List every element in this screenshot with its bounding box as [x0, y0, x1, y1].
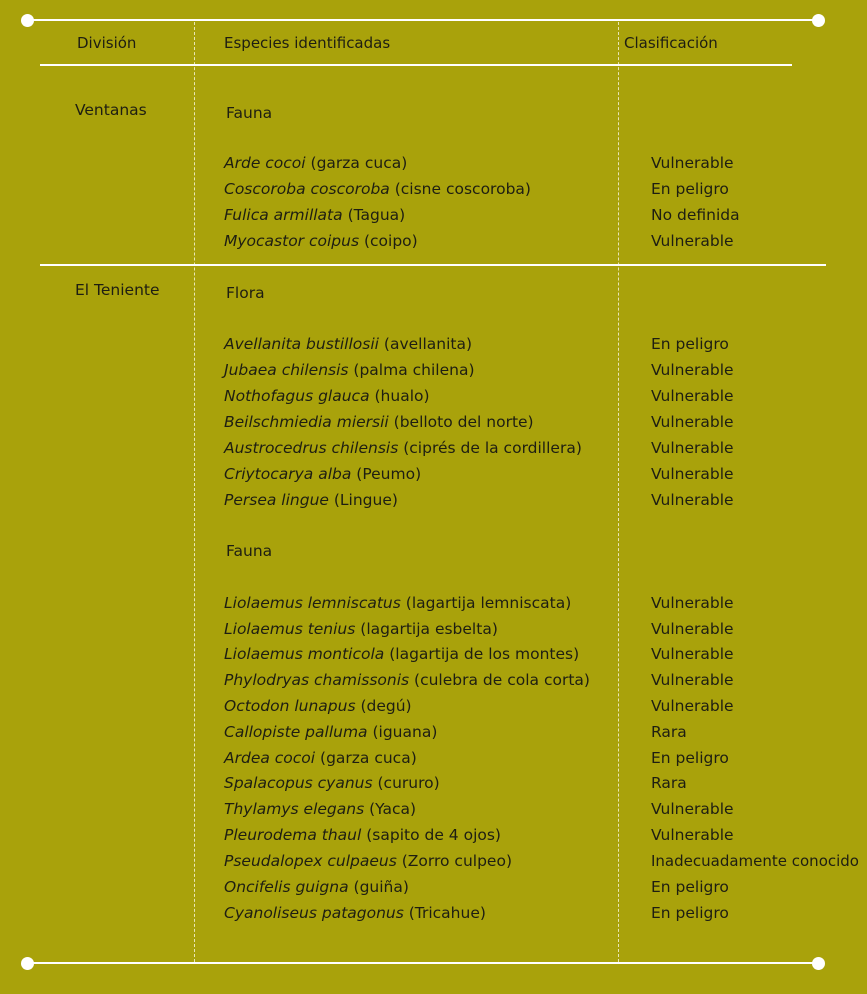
species-common-name: (iguana) [367, 723, 438, 741]
species-cell [224, 439, 582, 457]
species-common-name: (palma chilena) [348, 361, 475, 379]
species-cell [224, 697, 412, 715]
species-cell [224, 206, 405, 224]
species-common-name: (culebra de cola corta) [409, 671, 590, 689]
species-scientific-name: Beilschmiedia miersii [224, 413, 389, 431]
species-cell [224, 335, 472, 353]
species-cell [224, 749, 417, 767]
species-common-name: (Lingue) [328, 491, 398, 509]
species-scientific-name: Liolaemus lemniscatus [224, 594, 401, 612]
species-cell [224, 878, 409, 896]
column-divider-1 [194, 22, 195, 962]
species-cell [224, 180, 531, 198]
species-common-name: (Zorro culpeo) [396, 852, 512, 870]
classification-cell: En peligro [651, 749, 729, 767]
bottom-border-line [27, 962, 819, 964]
column-divider-2 [618, 22, 619, 962]
species-cell [224, 154, 407, 172]
species-scientific-name: Thylamys elegans [224, 800, 365, 818]
species-scientific-name: Cyanoliseus patagonus [224, 904, 404, 922]
division-el-teniente: El Teniente [75, 281, 160, 299]
species-common-name: (avellanita) [378, 335, 473, 353]
classification-cell: En peligro [651, 335, 729, 353]
species-scientific-name: Pseudalopex culpaeus [224, 852, 397, 870]
group-label-flora: Flora [226, 284, 265, 302]
top-left-dot [21, 14, 34, 27]
species-cell [224, 413, 534, 431]
classification-cell: No definida [651, 206, 740, 224]
species-scientific-name: Callopiste palluma [224, 723, 368, 741]
classification-cell: Vulnerable [651, 439, 734, 457]
species-common-name: (sapito de 4 ojos) [361, 826, 501, 844]
species-cell [224, 387, 430, 405]
classification-cell: Vulnerable [651, 645, 734, 663]
species-cell [224, 491, 398, 509]
species-common-name: (garza cuca) [315, 749, 417, 767]
classification-cell: En peligro [651, 878, 729, 896]
species-common-name: (Yaca) [364, 800, 417, 818]
section-separator [40, 264, 826, 266]
classification-cell: Vulnerable [651, 491, 734, 509]
classification-cell: Vulnerable [651, 232, 734, 250]
species-cell [224, 800, 416, 818]
species-common-name: (lagartija de los montes) [384, 645, 580, 663]
top-right-dot [812, 14, 825, 27]
species-common-name: (hualo) [369, 387, 430, 405]
classification-cell: Vulnerable [651, 620, 734, 638]
group-label-fauna: Fauna [226, 542, 273, 560]
species-common-name: (degú) [355, 697, 412, 715]
classification-cell: Vulnerable [651, 413, 734, 431]
species-cell [224, 904, 486, 922]
species-common-name: (lagartija esbelta) [355, 620, 498, 638]
species-cell [224, 465, 421, 483]
species-common-name: (lagartija lemniscata) [400, 594, 572, 612]
top-border-line [27, 19, 819, 21]
classification-cell: Vulnerable [651, 361, 734, 379]
species-cell [224, 723, 437, 741]
species-scientific-name: Octodon lunapus [224, 697, 356, 715]
species-scientific-name: Criytocarya alba [224, 465, 352, 483]
species-cell [224, 826, 501, 844]
species-scientific-name: Fulica armillata [224, 206, 343, 224]
header-classification: Clasificación [624, 34, 718, 52]
species-cell [224, 620, 498, 638]
classification-cell: Vulnerable [651, 800, 734, 818]
bottom-left-dot [21, 957, 34, 970]
classification-cell: Rara [651, 723, 687, 741]
species-scientific-name: Spalacopus cyanus [224, 774, 373, 792]
species-scientific-name: Coscoroba coscoroba [224, 180, 390, 198]
classification-cell: En peligro [651, 180, 729, 198]
species-cell [224, 645, 579, 663]
classification-cell: Inadecuadamente conocido [651, 852, 859, 870]
species-common-name: (coipo) [359, 232, 418, 250]
species-cell [224, 774, 440, 792]
species-scientific-name: Phylodryas chamissonis [224, 671, 410, 689]
species-scientific-name: Austrocedrus chilensis [224, 439, 399, 457]
species-common-name: (cururo) [372, 774, 440, 792]
species-scientific-name: Nothofagus glauca [224, 387, 370, 405]
classification-cell: Vulnerable [651, 387, 734, 405]
species-cell [224, 232, 418, 250]
species-scientific-name: Myocastor coipus [224, 232, 360, 250]
species-scientific-name: Oncifelis guigna [224, 878, 349, 896]
species-cell [224, 852, 512, 870]
species-common-name: (guiña) [348, 878, 409, 896]
species-common-name: (belloto del norte) [388, 413, 534, 431]
species-common-name: (Tagua) [342, 206, 406, 224]
species-cell [224, 594, 571, 612]
classification-cell: Vulnerable [651, 465, 734, 483]
header-division: División [77, 34, 137, 52]
species-cell [224, 361, 475, 379]
species-common-name: (garza cuca) [305, 154, 408, 172]
species-scientific-name: Ardea cocoi [224, 749, 316, 767]
division-ventanas: Ventanas [75, 101, 147, 119]
species-cell [224, 671, 590, 689]
species-common-name: (Tricahue) [403, 904, 486, 922]
group-label-fauna: Fauna [226, 104, 273, 122]
classification-cell: Vulnerable [651, 697, 734, 715]
header-species: Especies identificadas [224, 34, 391, 52]
species-scientific-name: Jubaea chilensis [224, 361, 349, 379]
species-scientific-name: Pleurodema thaul [224, 826, 362, 844]
species-scientific-name: Arde cocoi [224, 154, 306, 172]
species-scientific-name: Liolaemus tenius [224, 620, 356, 638]
species-common-name: (ciprés de la cordillera) [398, 439, 582, 457]
species-common-name: (Peumo) [351, 465, 422, 483]
classification-cell: En peligro [651, 904, 729, 922]
species-scientific-name: Persea lingue [224, 491, 329, 509]
classification-cell: Vulnerable [651, 594, 734, 612]
species-scientific-name: Avellanita bustillosii [224, 335, 379, 353]
species-common-name: (cisne coscoroba) [389, 180, 531, 198]
header-underline [40, 64, 792, 66]
classification-cell: Rara [651, 774, 687, 792]
species-scientific-name: Liolaemus monticola [224, 645, 385, 663]
bottom-right-dot [812, 957, 825, 970]
classification-cell: Vulnerable [651, 154, 734, 172]
classification-cell: Vulnerable [651, 671, 734, 689]
classification-cell: Vulnerable [651, 826, 734, 844]
